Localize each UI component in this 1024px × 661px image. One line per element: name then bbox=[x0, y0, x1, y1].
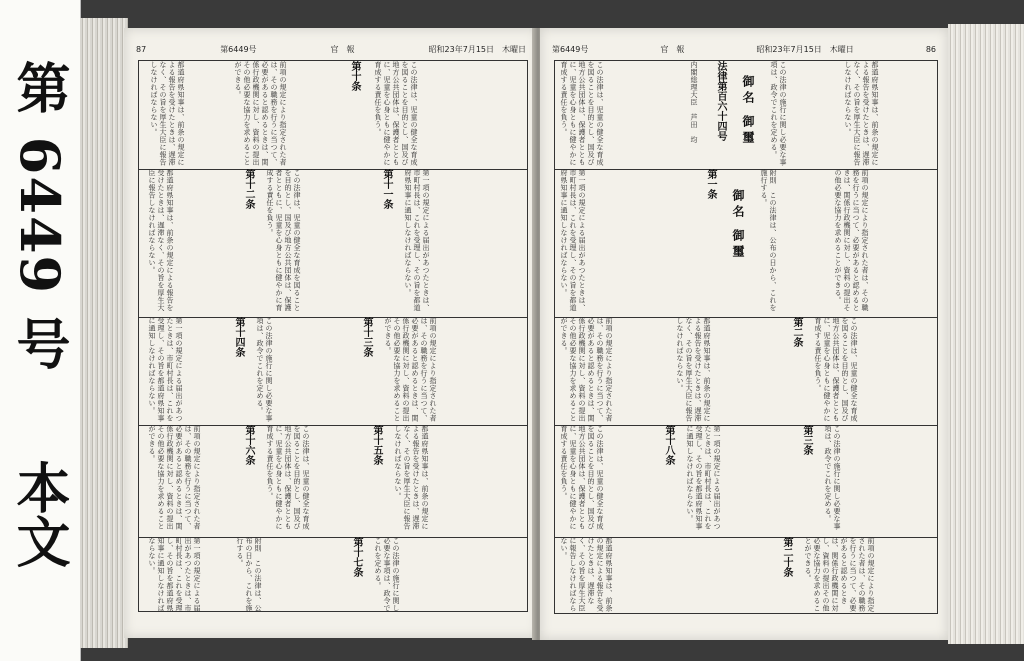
left-r3-col-b bbox=[255, 317, 355, 425]
left-r4-col-c bbox=[147, 425, 237, 537]
right-r2-col-c bbox=[559, 169, 699, 317]
article-heading: 第十二条 bbox=[243, 169, 254, 209]
page-edges-right bbox=[948, 24, 1024, 644]
left-r3-col-a bbox=[383, 317, 523, 425]
right-r4-col-b bbox=[685, 425, 795, 537]
left-r1-heading bbox=[347, 61, 367, 169]
right-r1-law-title bbox=[713, 61, 733, 169]
text-block: 都道府県知事は、前条の規定による報告を受けたときは、遅滞なく、その旨を厚生大臣に報告しなければならない。 bbox=[148, 169, 174, 312]
left-r3-heading-2 bbox=[231, 317, 251, 425]
left-r2-col-b bbox=[265, 169, 375, 317]
text-block: 第一項の規定による届出があつたときは、市町村長は、これを受理し、その旨を都道府県知事に通知しなければならない。 bbox=[560, 169, 586, 312]
left-row-1 bbox=[139, 61, 527, 170]
right-r1-col-c bbox=[559, 61, 685, 169]
right-r5-col-a bbox=[803, 537, 933, 615]
left-r4-heading-2 bbox=[241, 425, 261, 537]
right-r4-col-c bbox=[559, 425, 657, 537]
right-r3-col-c bbox=[559, 317, 671, 425]
text-block: 前項の規定により指定された者は、その職務を行うに当つて、必要があると認めるときは、関係行政機関に対し、資料の提出その他必要な協力を求めることができる。 bbox=[804, 537, 875, 612]
article-heading: 第十条 bbox=[349, 61, 360, 91]
text-block: この法律の施行に関し必要な事項は、政令でこれを定める。 bbox=[374, 537, 400, 612]
article-heading: 第二条 bbox=[791, 317, 802, 347]
text-block: 附則 この法律は、公布の日から、これを施行する。 bbox=[760, 169, 777, 312]
left-date: 昭和23年7月15日 木曜日 bbox=[428, 44, 526, 54]
left-publication: 官 報 bbox=[330, 44, 355, 54]
right-page-header bbox=[552, 42, 936, 56]
right-r1-col-a bbox=[843, 61, 933, 169]
left-r2-col-c bbox=[147, 169, 237, 317]
tab-section-label: 本文 bbox=[8, 460, 72, 568]
left-r5-col-a bbox=[373, 537, 523, 613]
right-r4-col-a bbox=[823, 425, 933, 537]
right-issue-number: 第6449号 bbox=[552, 44, 589, 54]
text-block: 第一項の規定による届出があつたときは、市町村長は、これを受理し、その旨を都道府県知事に通知しなければならない。 bbox=[148, 537, 201, 612]
left-text-frame bbox=[138, 60, 528, 612]
right-row-1 bbox=[555, 61, 937, 170]
text-block: 第一項の規定による届出があつたときは、市町村長は、これを受理し、その旨を都道府県知事に通知しなければならない。 bbox=[148, 317, 183, 422]
left-issue-number: 第6449号 bbox=[220, 44, 257, 54]
right-r2-col-b bbox=[759, 169, 829, 317]
left-r3-heading bbox=[359, 317, 379, 425]
article-heading: 第二十条 bbox=[781, 537, 792, 577]
right-page bbox=[540, 28, 948, 640]
text-block: 都道府県知事は、前条の規定による報告を受けたときは、遅滞なく、その旨を厚生大臣に報告しなければならない。 bbox=[150, 61, 185, 166]
left-row-3 bbox=[139, 317, 527, 426]
article-heading: 第十八条 bbox=[663, 425, 674, 465]
text-block: 前項の規定により指定された者は、その職務を行うに当つて、必要があると認めるときは、関係行政機関に対し、資料の提出その他必要な協力を求めることができる。 bbox=[560, 317, 613, 422]
text-block: 前項の規定により指定された者は、その職務を行うに当つて、必要があると認めるときは、関係行政機関に対し、資料の提出その他必要な協力を求めることができる。 bbox=[148, 425, 201, 530]
left-row-5 bbox=[139, 537, 527, 613]
tab-issue-number: 第 6449 号 bbox=[8, 60, 72, 372]
right-r4-heading bbox=[799, 425, 819, 537]
right-row-4 bbox=[555, 425, 937, 538]
article-heading: 第十五条 bbox=[371, 425, 382, 465]
right-text-frame bbox=[554, 60, 938, 614]
left-r3-col-c bbox=[147, 317, 227, 425]
gyomei-stamp-1: 御名 御璽 bbox=[741, 75, 755, 148]
text-block: この法律は、児童の健全な育成を図ることを目的とし、国及び地方公共団体は、保護者とともに、児童を心身ともに健やかに育成する責任を負う。 bbox=[814, 317, 858, 422]
left-row-4 bbox=[139, 425, 527, 538]
article-heading: 第十三条 bbox=[361, 317, 372, 357]
text-block: 前項の規定により指定された者は、その職務を行うに当つて、必要があると認めるときは、関係行政機関に対し、資料の提出その他必要な協力を求めることができる。 bbox=[234, 61, 287, 166]
left-r4-col-b bbox=[265, 425, 365, 537]
article-heading: 第十一条 bbox=[381, 169, 392, 209]
article-heading: 第十七条 bbox=[351, 537, 362, 577]
text-block: 前項の規定により指定された者は、その職務を行うに当つて、必要があると認めるときは、関係行政機関に対し、資料の提出その他必要な協力を求めることができる。 bbox=[834, 169, 869, 312]
left-r2-col-a bbox=[403, 169, 523, 317]
text-block: 都道府県知事は、前条の規定による報告を受けたときは、遅滞なく、その旨を厚生大臣に報告しなければならない。 bbox=[560, 537, 613, 612]
law-title: 法律第百六十四号 bbox=[715, 61, 726, 141]
gyomei-stamp-2: 御名 御璽 bbox=[731, 189, 745, 262]
left-r5-col-c bbox=[147, 537, 231, 613]
text-block: この法律は、児童の健全な育成を図ることを目的とし、国及び地方公共団体は、保護者とともに、児童を心身ともに健やかに育成する責任を負う。 bbox=[266, 169, 301, 312]
right-r5-heading bbox=[779, 537, 799, 615]
left-r2-heading-2 bbox=[241, 169, 261, 317]
text-block: この法律の施行に関し必要な事項は、政令でこれを定める。 bbox=[824, 425, 841, 530]
right-r3-heading bbox=[789, 317, 809, 425]
text-block: 第一項の規定による届出があつたときは、市町村長は、これを受理し、その旨を都道府県知事に通知しなければならない。 bbox=[404, 169, 430, 312]
left-page-header bbox=[136, 42, 526, 56]
text-block: 附則 この法律は、公布の日から、これを施行する。 bbox=[236, 537, 262, 612]
right-r2-col-a bbox=[833, 169, 933, 317]
text-block: 都道府県知事は、前条の規定による報告を受けたときは、遅滞なく、その旨を厚生大臣に報告しなければならない。 bbox=[676, 317, 711, 422]
right-r3-col-b bbox=[675, 317, 785, 425]
right-publication: 官 報 bbox=[660, 44, 685, 54]
text-block: この法律は、児童の健全な育成を図ることを目的とし、国及び地方公共団体は、保護者とともに、児童を心身ともに健やかに育成する責任を負う。 bbox=[560, 61, 604, 166]
text-block: この法律の施行に関し必要な事項は、政令でこれを定める。 bbox=[256, 317, 273, 422]
left-r1-col-c bbox=[149, 61, 229, 169]
article-heading: 第一条 bbox=[705, 169, 716, 199]
text-block: この法律は、児童の健全な育成を図ることを目的とし、国及び地方公共団体は、保護者とともに、児童を心身ともに健やかに育成する責任を負う。 bbox=[266, 425, 310, 530]
left-page-number: 87 bbox=[136, 44, 147, 54]
right-r1-cabinet bbox=[689, 61, 709, 169]
text-block: 第一項の規定による届出があつたときは、市町村長は、これを受理し、その旨を都道府県知事に通知しなければならない。 bbox=[686, 425, 721, 530]
article-heading: 第三条 bbox=[801, 425, 812, 455]
right-row-5 bbox=[555, 537, 937, 615]
text-block: 前項の規定により指定された者は、その職務を行うに当つて、必要があると認めるときは、関係行政機関に対し、資料の提出その他必要な協力を求めることができる。 bbox=[384, 317, 437, 422]
right-r3-col-a bbox=[813, 317, 933, 425]
left-r4-col-a bbox=[393, 425, 523, 537]
left-r4-heading bbox=[369, 425, 389, 537]
text-block: この法律は、児童の健全な育成を図ることを目的とし、国及び地方公共団体は、保護者とともに、児童を心身ともに健やかに育成する責任を負う。 bbox=[560, 425, 604, 530]
right-r2-article bbox=[703, 169, 723, 317]
left-r5-heading bbox=[349, 537, 369, 613]
right-r5-col-b bbox=[559, 537, 775, 615]
left-r1-col-b bbox=[233, 61, 343, 169]
text-block: 都道府県知事は、前条の規定による報告を受けたときは、遅滞なく、その旨を厚生大臣に報告しなければならない。 bbox=[394, 425, 429, 530]
left-r5-col-b bbox=[235, 537, 345, 613]
cabinet-signature: 内閣総理大臣 芦田 均 bbox=[690, 61, 698, 144]
text-block: この法律の施行に関し必要な事項は、政令でこれを定める。 bbox=[770, 61, 787, 166]
right-row-3 bbox=[555, 317, 937, 426]
text-block: 都道府県知事は、前条の規定による報告を受けたときは、遅滞なく、その旨を厚生大臣に報告しなければならない。 bbox=[844, 61, 879, 166]
right-row-2 bbox=[555, 169, 937, 318]
volume-tab bbox=[0, 0, 81, 661]
left-row-2 bbox=[139, 169, 527, 318]
right-page-number: 86 bbox=[925, 44, 936, 54]
right-date: 昭和23年7月15日 木曜日 bbox=[756, 44, 854, 54]
text-block: この法律は、児童の健全な育成を図ることを目的とし、国及び地方公共団体は、保護者とともに、児童を心身ともに健やかに育成する責任を負う。 bbox=[374, 61, 418, 166]
article-heading: 第十四条 bbox=[233, 317, 244, 357]
left-r1-col-a bbox=[373, 61, 523, 169]
left-page bbox=[124, 28, 538, 638]
right-r1-col-b bbox=[769, 61, 839, 169]
left-r2-heading bbox=[379, 169, 399, 317]
article-heading: 第十六条 bbox=[243, 425, 254, 465]
page-edges-left bbox=[80, 18, 128, 648]
right-r4-heading-2 bbox=[661, 425, 681, 537]
